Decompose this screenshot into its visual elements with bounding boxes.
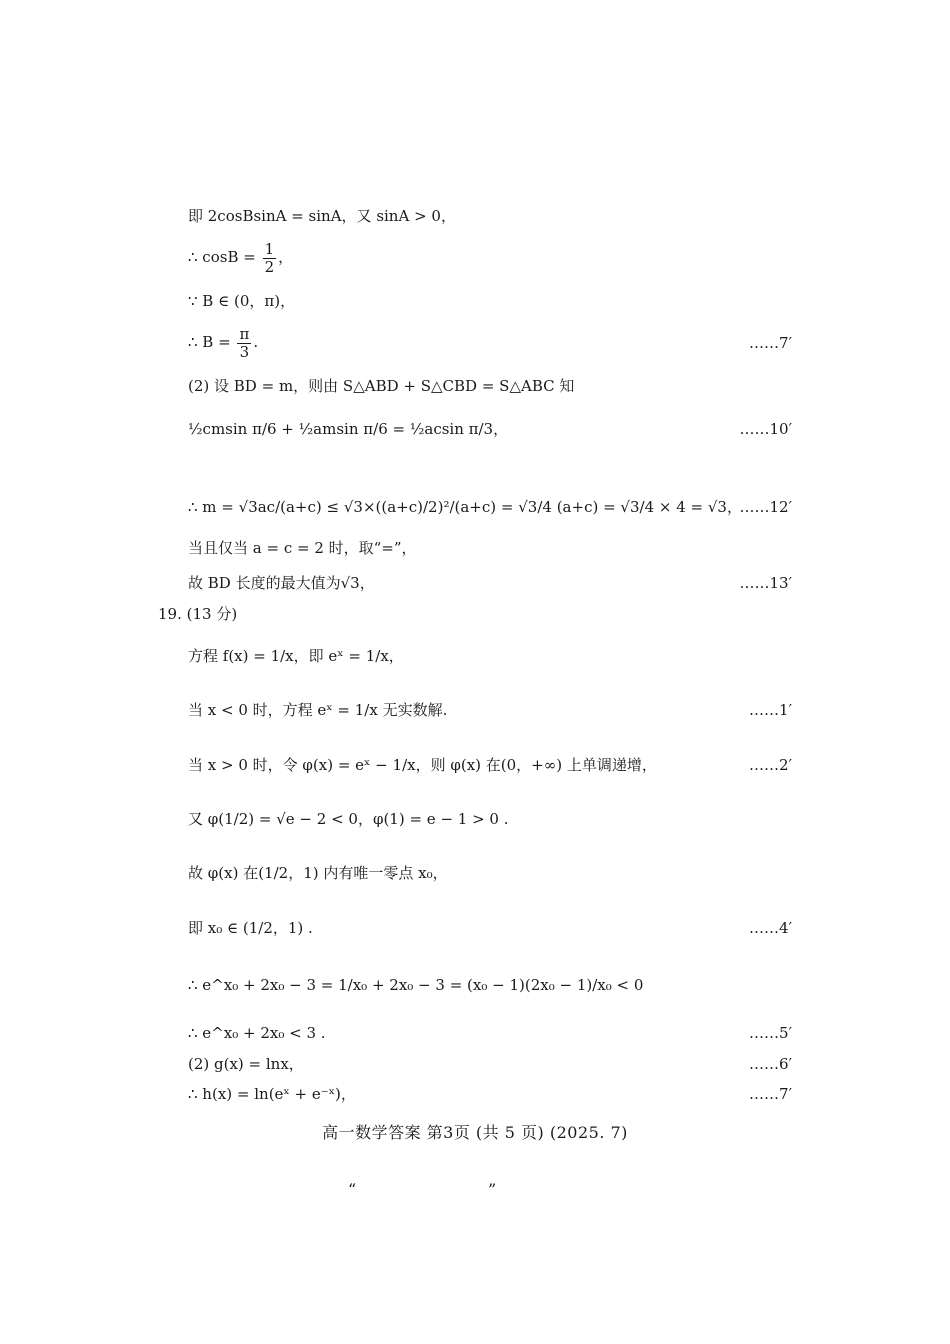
math-line-17: ∴ e^x₀ + 2x₀ − 3 = 1/x₀ + 2x₀ − 3 = (x₀ − 1)(2x₀ − 1)/x₀ < 0 [188,976,644,994]
math-line-12: 当 x < 0 时，方程 eˣ = 1/x 无实数解. [188,701,448,719]
score-mark: ……7′ [749,1085,792,1103]
math-line-20: ∴ h(x) = ln(eˣ + e⁻ˣ)， [188,1085,356,1103]
math-line-5: (2) 设 BD = m，则由 S△ABD + S△CBD = S△ABC 知 [188,377,575,395]
math-line-1 [188,209,456,224]
score-mark: ……5′ [749,1024,792,1042]
math-line-11: 方程 f(x) = 1/x，即 eˣ = 1/x， [188,647,404,665]
line-text: 即 2cosBsinA = sinA，又 sinA > 0， [188,207,456,225]
math-line-16: 即 x₀ ∈ (1/2，1) . [188,919,313,937]
math-line-2: ∴ cosB = $\frac{1}{2}$ ， [188,240,294,276]
math-line-6: ½cmsin π/6 + ½amsin π/6 = ½acsin π/3， [188,420,509,438]
math-line-19: (2) g(x) = lnx， [188,1055,304,1073]
math-line-18: ∴ e^x₀ + 2x₀ < 3 . [188,1024,326,1042]
score-mark: ……4′ [749,919,792,937]
score-mark: ……13′ [739,574,792,592]
score-mark: ……6′ [749,1055,792,1073]
fraction: $\frac{1}{2}$ [264,240,275,276]
math-line-8: 当且仅当 a = c = 2 时，取“=”， [188,539,417,557]
math-line-14: 又 φ(1/2) = √e − 2 < 0，φ(1) = e − 1 > 0 . [188,810,509,828]
quote-open: “ [348,1180,357,1199]
math-line-3: ∵ B ∈ (0，π)， [188,292,296,310]
score-mark: ……10′ [739,420,792,438]
math-line-7: ∴ m = √3ac/(a+c) ≤ √3×((a+c)/2)²/(a+c) = √3/4 (a+c) = √3/4 × 4 = √3， [188,498,742,516]
score-mark: ……2′ [749,756,792,774]
quote-close: ” [488,1180,497,1199]
math-line-13: 当 x > 0 时，令 φ(x) = eˣ − 1/x，则 φ(x) 在(0，+∞) 上单调递增， [188,756,657,774]
math-line-9: 故 BD 长度的最大值为√3， [188,574,375,592]
question-heading: 19. (13 分) [158,605,238,623]
score-mark: ……7′ [749,334,792,352]
score-mark: ……12′ [739,498,792,516]
math-line-15: 故 φ(x) 在(1/2，1) 内有唯一零点 x₀， [188,864,448,882]
page-footer: 高一数学答案 第3页 (共 5 页) (2025. 7) [322,1123,628,1142]
score-mark: ……1′ [749,701,792,719]
fraction: $\frac{\pi}{3}$ [239,325,250,361]
math-line-4: ∴ B = $\frac{\pi}{3}$ . [188,325,259,361]
